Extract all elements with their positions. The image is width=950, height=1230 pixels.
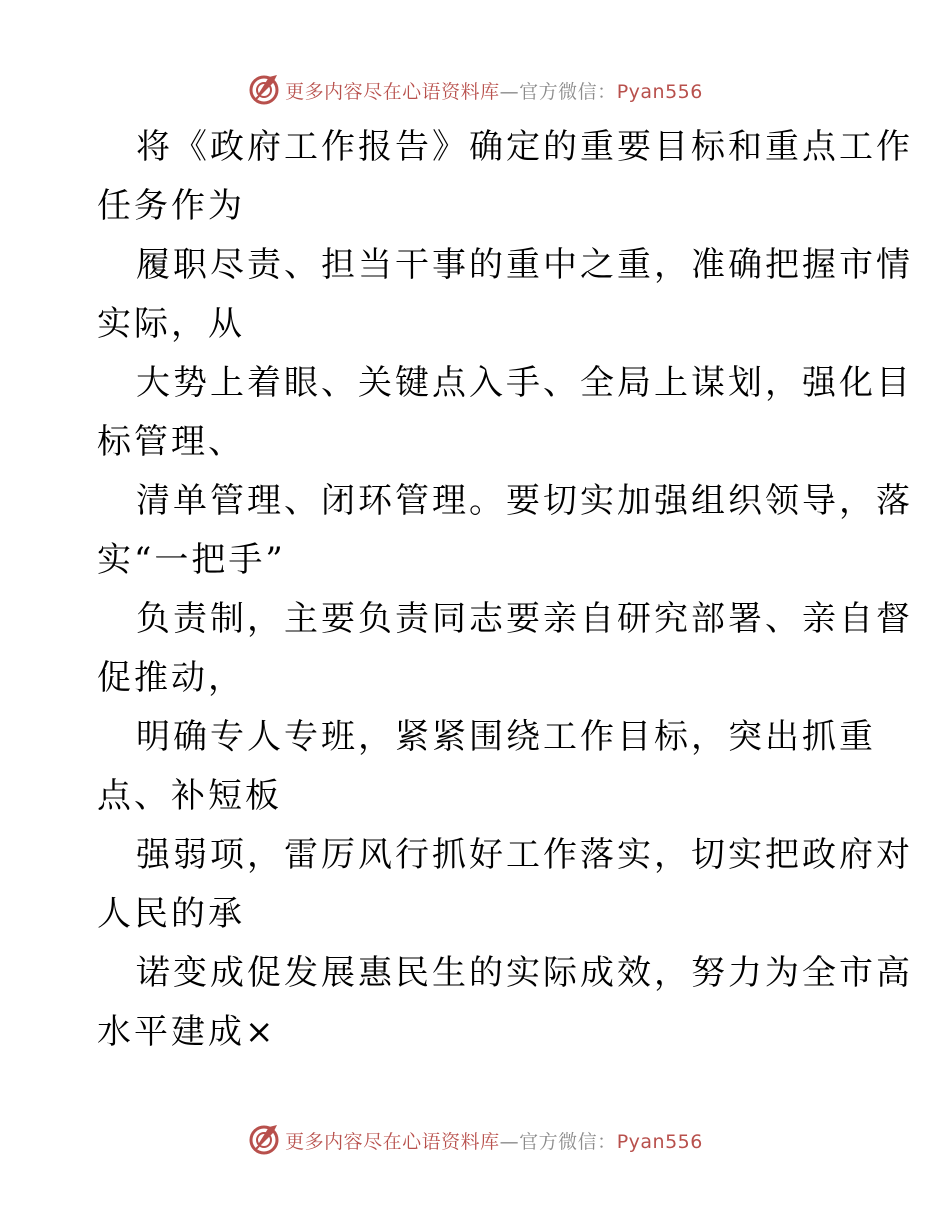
- text-line: 点、补短板: [97, 776, 282, 816]
- text-line: 实际，从: [97, 304, 245, 344]
- text-line: 负责制，主要负责同志要亲自研究部署、亲自督: [136, 599, 913, 639]
- text-line: 大势上着眼、关键点入手、全局上谋划，强化目: [136, 363, 913, 403]
- text-line: 水平建成×: [97, 1012, 277, 1052]
- wechat-label: 官方微信：: [519, 80, 617, 103]
- banner-text: [285, 77, 703, 104]
- text-line: 清单管理、闭环管理。要切实加强组织领导，落: [136, 481, 913, 521]
- text-line: 任务作为: [97, 186, 245, 226]
- site-name: 更多内容尽在心语资料库: [285, 1130, 500, 1153]
- text-line: 实“一把手”: [97, 540, 286, 580]
- wechat-id: Pyan556: [616, 80, 703, 103]
- text-line: 明确专人专班，紧紧围绕工作目标，突出抓重: [136, 717, 876, 757]
- text-line: 人民的承: [97, 894, 245, 934]
- wechat-id: Pyan556: [616, 1130, 703, 1153]
- document-body: [97, 118, 913, 1062]
- wechat-label: 官方微信：: [519, 1130, 617, 1153]
- text-line: 标管理、: [97, 422, 245, 462]
- quill-logo-icon: [247, 73, 281, 107]
- quill-logo-icon: [247, 1123, 281, 1157]
- footer-banner: [0, 1120, 950, 1160]
- text-line: 促推动，: [97, 658, 245, 698]
- text-line: 诺变成促发展惠民生的实际成效，努力为全市高: [136, 953, 913, 993]
- banner-text: [285, 1127, 703, 1154]
- header-banner: [0, 70, 950, 110]
- text-line: 将《政府工作报告》确定的重要目标和重点工作: [136, 127, 913, 167]
- site-name: 更多内容尽在心语资料库: [285, 80, 500, 103]
- text-line: 强弱项，雷厉风行抓好工作落实，切实把政府对: [136, 835, 913, 875]
- text-line: 履职尽责、担当干事的重中之重，准确把握市情: [136, 245, 913, 285]
- banner-dash: —: [499, 80, 520, 103]
- banner-dash: —: [499, 1130, 520, 1153]
